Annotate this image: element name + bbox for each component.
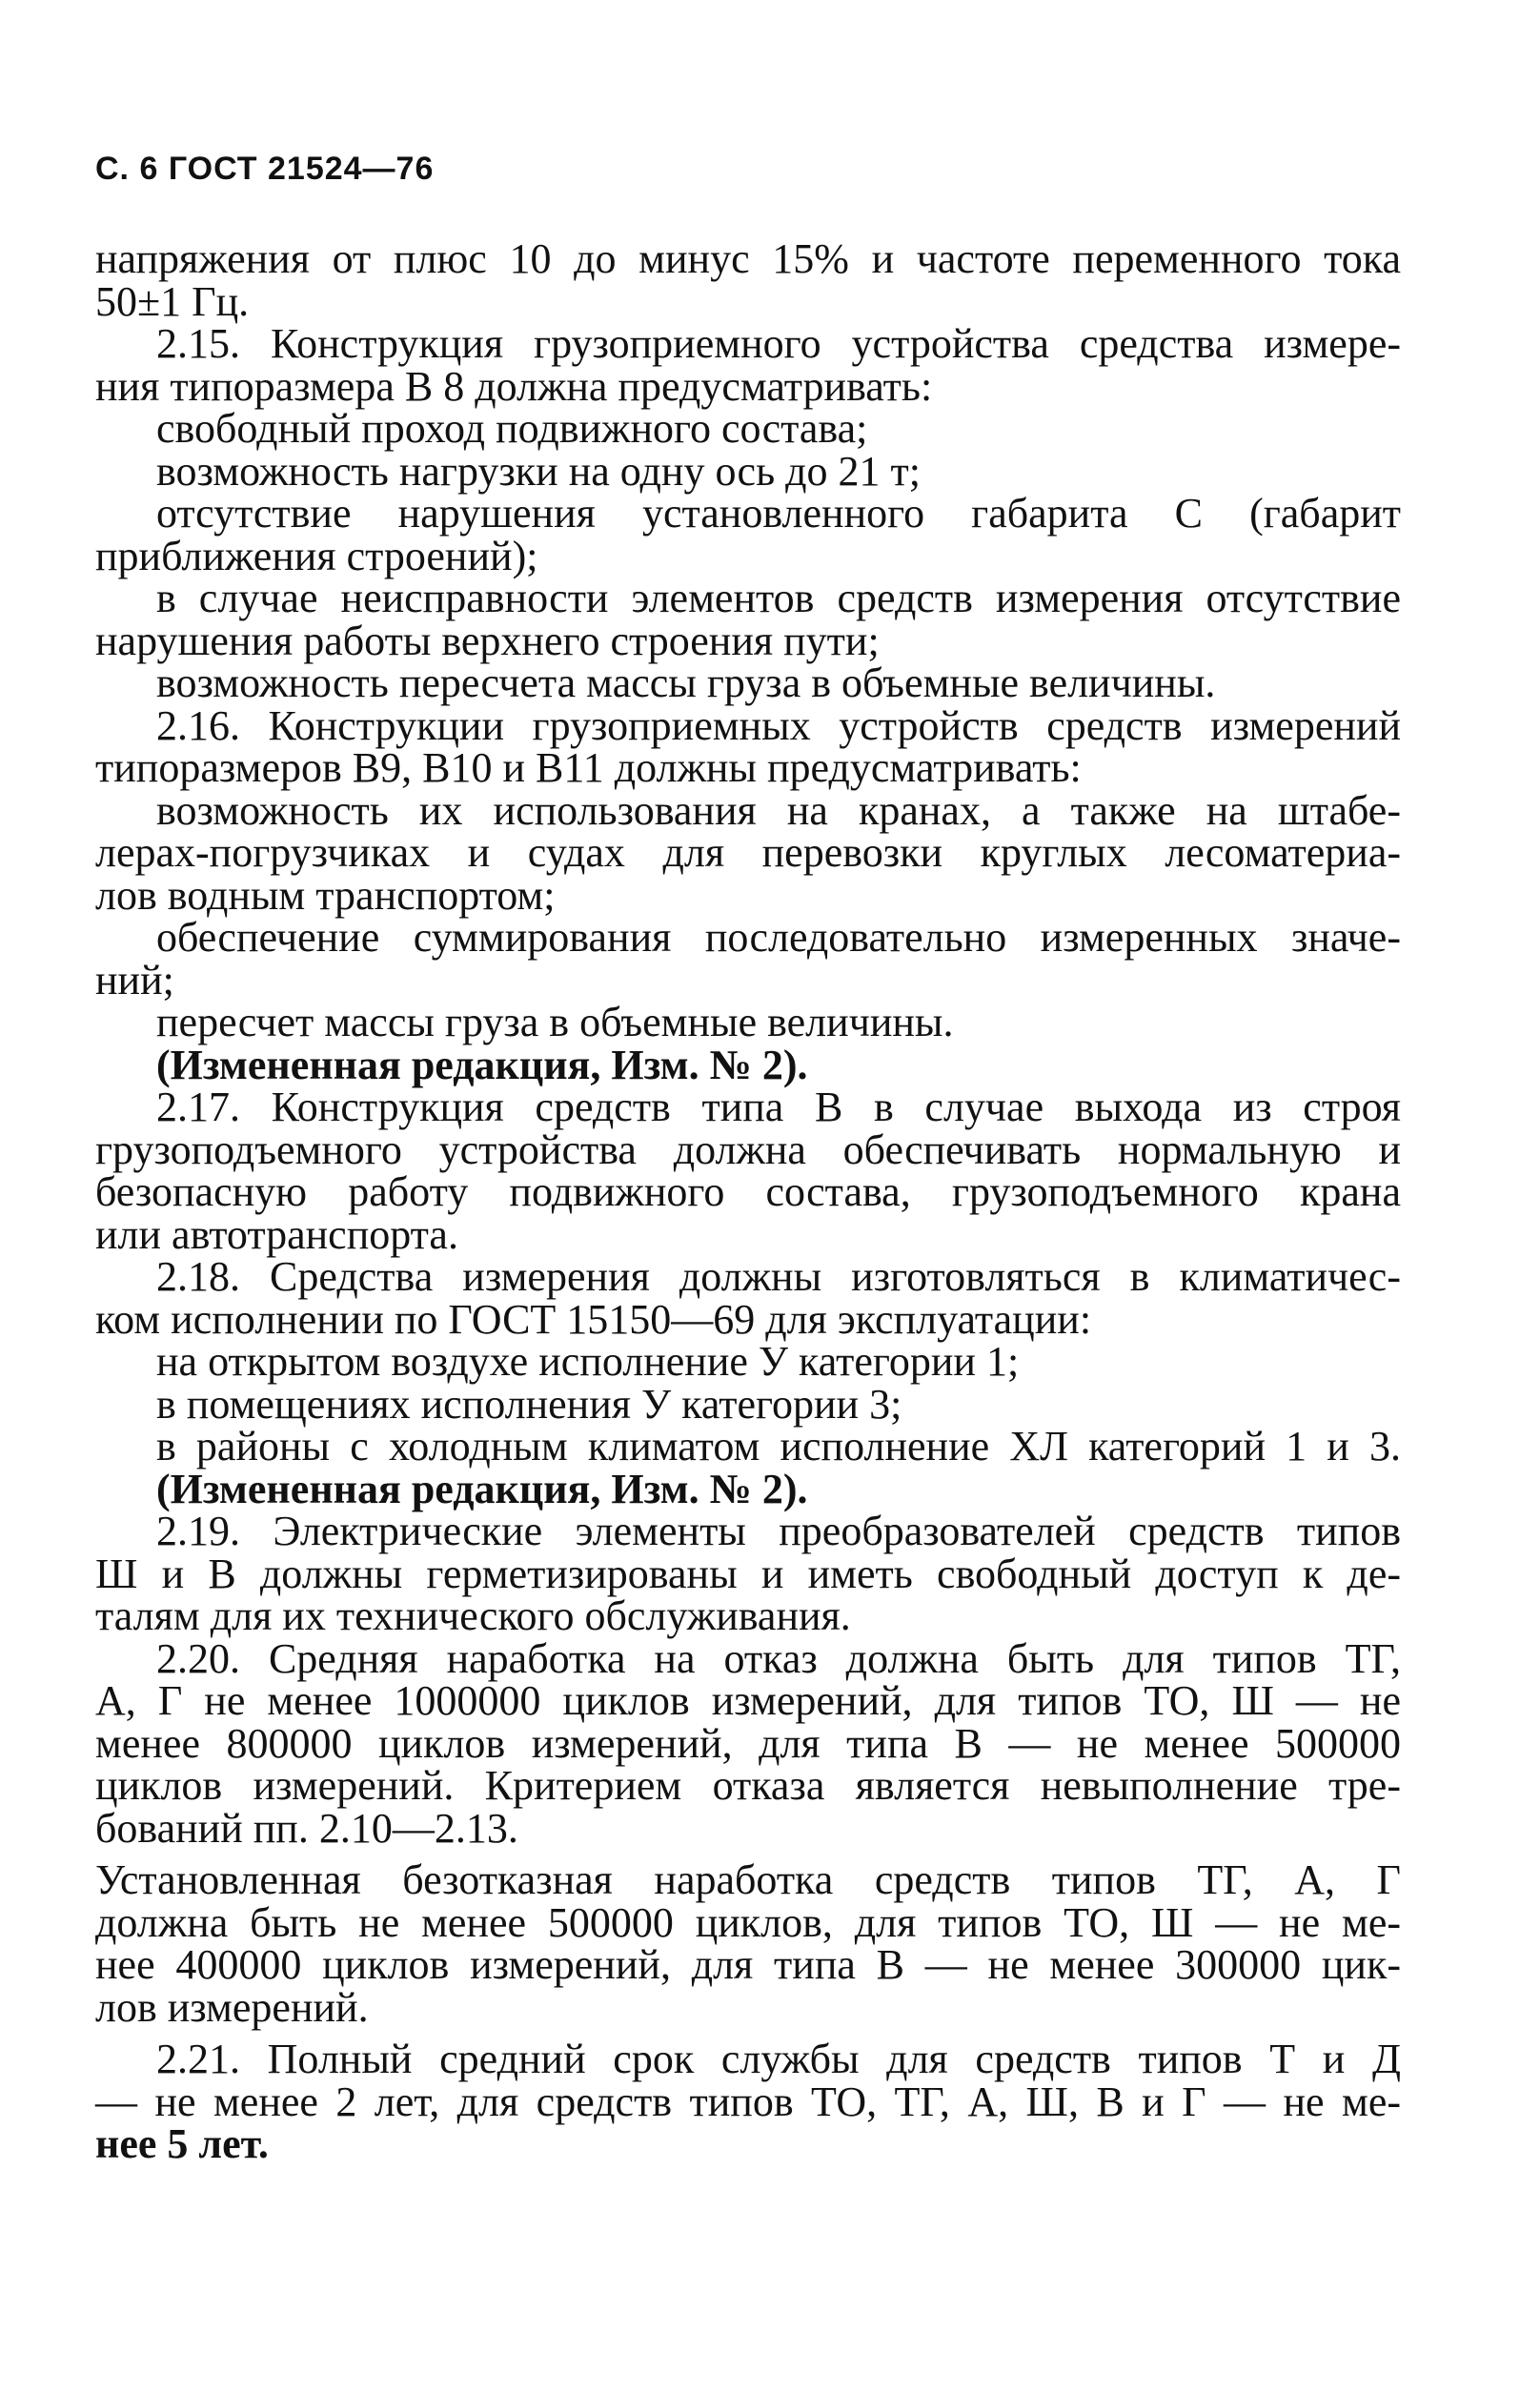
text-line: 2.19. Электрические элементы преобразователей средств типов [156,1508,1401,1554]
text-line: Установленная безотказная наработка средств типов ТГ, А, Г [95,1856,1401,1903]
text-line: ком исполнении по ГОСТ 15150—69 для эксплуатации: [95,1295,1092,1343]
text-line: возможность их использования на кранах, а также на штабе- [156,786,1401,834]
text-line: 2.18. Средства измерения должны изготовляться в климатичес- [156,1253,1401,1300]
text-line: нее 400000 циклов измерений, для типа В — не менее 300000 цик- [95,1941,1401,1988]
text-line: на открытом воздухе исполнение У категории 1; [156,1338,1020,1385]
text-line: ния типоразмера В 8 должна предусматривать: [95,362,933,410]
text-line: в помещениях исполнения У категории 3; [156,1380,902,1428]
text-line: (Измененная редакция, Изм. № 2). [156,1041,808,1088]
text-line: отсутствие нарушения установленного габарита С (габарит [156,490,1401,537]
page-header [95,151,434,188]
text-line: (Измененная редакция, Изм. № 2). [156,1465,808,1512]
text-line: нарушения работы верхнего строения пути; [95,617,880,664]
text-line: напряжения от плюс 10 до минус 15% и частоте переменного тока [95,235,1401,282]
text-line: свободный проход подвижного состава; [156,405,868,452]
text-line: или автотранспорта. [95,1210,458,1258]
text-line: 50±1 Гц. [95,277,250,325]
text-line: талям для их технического обслуживания. [95,1592,851,1639]
text-line: возможность пересчета массы груза в объемные величины. [156,659,1216,706]
text-line: нее 5 лет. [95,2120,269,2167]
text-line: пересчет массы груза в объемные величины. [156,999,954,1045]
text-line: возможность нагрузки на одну ось до 21 т; [156,447,921,495]
page-number: С. 6 [95,151,159,187]
text-line: в районы с холодным климатом исполнение ХЛ категорий 1 и 3. [156,1423,1401,1470]
text-line: лерах-погрузчиках и судах для перевозки круглых лесоматериа- [95,829,1401,876]
text-line: менее 800000 циклов измерений, для типа В — не менее 500000 [95,1719,1401,1767]
text-line: обеспечение суммирования последовательно измеренных значе- [156,914,1401,961]
text-line: Ш и В должны герметизированы и иметь свободный доступ к де- [95,1550,1401,1597]
text-line: приближения строений); [95,532,538,579]
text-line: А, Г не менее 1000000 циклов измерений, для типов ТО, Ш — не [95,1677,1401,1724]
text-line: циклов измерений. Критерием отказа является невыполнение тре- [95,1762,1401,1809]
text-line: ний; [95,956,174,1003]
text-line: типоразмеров В9, В10 и В11 должны предусматривать: [95,744,1082,791]
text-line: 2.16. Конструкции грузоприемных устройств средств измерений [156,701,1401,749]
text-line: лов измерений. [95,1983,369,2031]
text-line: 2.17. Конструкция средств типа В в случае выхода из строя [156,1084,1401,1130]
text-line: грузоподъемного устройства должна обеспечивать нормальную и [95,1125,1401,1173]
text-line: лов водным транспортом; [95,871,556,919]
text-line: в случае неисправности элементов средств измерения отсутствие [156,575,1401,621]
text-line: 2.15. Конструкция грузоприемного устройства средства измере- [156,320,1401,367]
text-line: должна быть не менее 500000 циклов, для типов ТО, Ш — не ме- [95,1898,1401,1946]
text-line: бований пп. 2.10—2.13. [95,1804,518,1852]
standard-code: ГОСТ 21524—76 [168,151,435,187]
text-line: 2.20. Средняя наработка на отказ должна быть для типов ТГ, [156,1634,1401,1682]
text-line: безопасную работу подвижного состава, грузоподъемного крана [95,1168,1401,1215]
text-line: — не менее 2 лет, для средств типов ТО, ТГ, А, Ш, В и Г — не ме- [95,2078,1401,2125]
document-body [95,235,1401,2167]
text-line: 2.21. Полный средний срок службы для средств типов Т и Д [156,2036,1401,2082]
